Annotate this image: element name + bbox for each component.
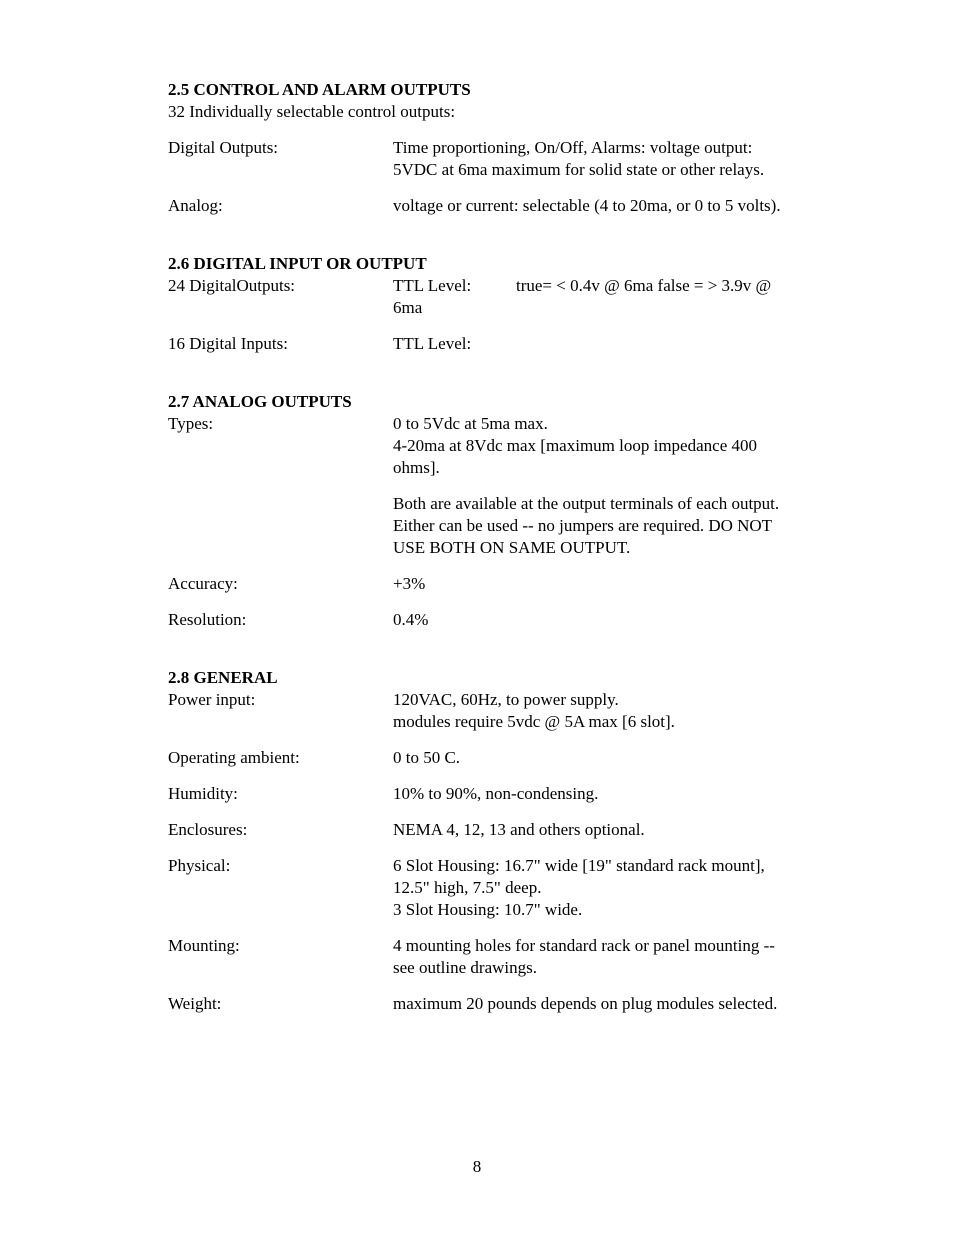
spec-row-analog — [168, 195, 788, 217]
spec-value: TTL Level: — [393, 334, 472, 353]
spec-row-operating-ambient — [168, 747, 788, 769]
section-2-6-heading: 2.6 DIGITAL INPUT OR OUTPUT — [168, 254, 427, 273]
spec-value — [393, 855, 785, 921]
spec-row-resolution — [168, 609, 788, 631]
spec-label: Enclosures: — [168, 820, 248, 839]
document-page — [168, 79, 788, 1015]
spec-label: Power input: — [168, 690, 256, 709]
spec-value: 0 to 50 C. — [393, 748, 461, 767]
spec-label: Accuracy: — [168, 574, 238, 593]
spec-value: Time proportioning, On/Off, Alarms: voltage output: 5VDC at 6ma maximum for solid state or other relays. — [393, 138, 765, 179]
spec-label: Types: — [168, 414, 214, 433]
spec-label: Mounting: — [168, 936, 240, 955]
spec-row-mounting — [168, 935, 788, 979]
spec-row-digital-outputs-24 — [168, 275, 788, 319]
spec-label: Operating ambient: — [168, 748, 300, 767]
spec-label: Digital Outputs: — [168, 138, 279, 157]
spec-label: Humidity: — [168, 784, 238, 803]
spec-label: Weight: — [168, 994, 222, 1013]
spec-row-enclosures — [168, 819, 788, 841]
section-2-7-heading: 2.7 ANALOG OUTPUTS — [168, 392, 352, 411]
section-2-5-intro: 32 Individually selectable control outputs: — [168, 102, 456, 121]
spec-row-power-input — [168, 689, 788, 733]
types-note: Both are available at the output terminals of each output. Either can be used -- no jumpers are required. DO NOT USE BOTH ON SAME OUTPUT. — [393, 494, 780, 557]
spec-label: Analog: — [168, 196, 223, 215]
power-line-1: 120VAC, 60Hz, to power supply. — [393, 690, 619, 709]
spec-value — [393, 413, 785, 479]
spec-label: 16 Digital Inputs: — [168, 334, 288, 353]
spec-label: Physical: — [168, 856, 231, 875]
spec-value — [393, 275, 785, 319]
spec-row-digital-outputs — [168, 137, 788, 181]
section-2-8-heading: 2.8 GENERAL — [168, 668, 278, 687]
ttl-level-label: TTL Level: — [393, 276, 472, 295]
types-line-1: 0 to 5Vdc at 5ma max. — [393, 414, 548, 433]
spec-value: +3% — [393, 574, 426, 593]
types-line-2: 4-20ma at 8Vdc max [maximum loop impedance 400 ohms]. — [393, 436, 757, 477]
spec-row-physical — [168, 855, 788, 921]
spec-value: NEMA 4, 12, 13 and others optional. — [393, 820, 645, 839]
spec-value — [393, 689, 785, 733]
spec-value: 0.4% — [393, 610, 429, 629]
spec-row-humidity — [168, 783, 788, 805]
spec-row-types-note — [168, 493, 788, 559]
spec-value: 10% to 90%, non-condensing. — [393, 784, 599, 803]
spec-row-digital-inputs-16 — [168, 333, 788, 355]
spec-row-weight — [168, 993, 788, 1015]
spec-row-accuracy — [168, 573, 788, 595]
section-2-5-heading: 2.5 CONTROL AND ALARM OUTPUTS — [168, 80, 471, 99]
spec-label: Resolution: — [168, 610, 247, 629]
spec-value: maximum 20 pounds depends on plug modules selected. — [393, 994, 778, 1013]
power-line-2: modules require 5vdc @ 5A max [6 slot]. — [393, 712, 675, 731]
page-number: 8 — [472, 1157, 482, 1176]
physical-line-1: 6 Slot Housing: 16.7" wide [19" standard rack mount], 12.5" high, 7.5" deep. — [393, 856, 765, 897]
spec-value: 4 mounting holes for standard rack or panel mounting -- see outline drawings. — [393, 936, 775, 977]
spec-value: voltage or current: selectable (4 to 20ma, or 0 to 5 volts). — [393, 196, 781, 215]
spec-label: 24 DigitalOutputs: — [168, 276, 296, 295]
physical-line-2: 3 Slot Housing: 10.7" wide. — [393, 900, 583, 919]
ttl-level-value: true= < 0.4v @ 6ma false = > 3.9v @ 6ma — [393, 276, 772, 317]
spec-row-types — [168, 413, 788, 479]
